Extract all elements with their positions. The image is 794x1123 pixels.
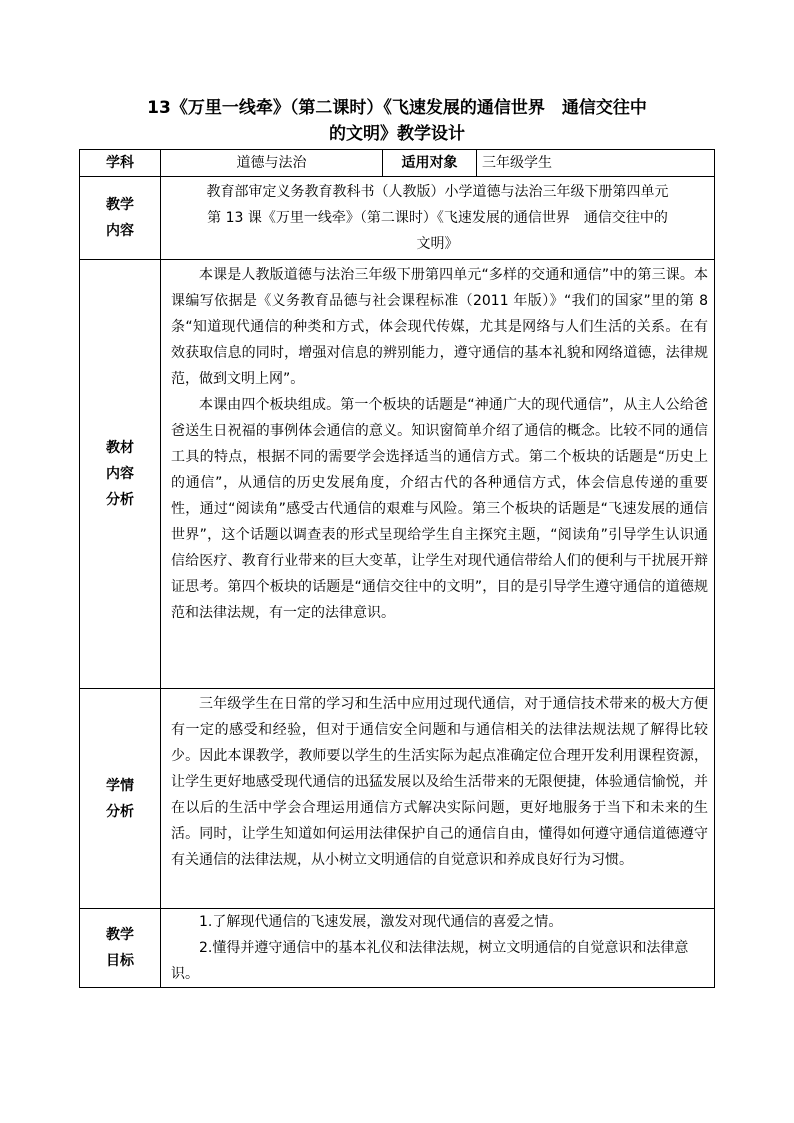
student-analysis-text (161, 689, 715, 909)
title-line-1: 13《万里一线牵》（第二课时）《飞速发展的通信世界 通信交往中 (147, 98, 647, 118)
textbook-analysis-label: 教材 内容 分析 (80, 260, 161, 689)
subject-value: 道德与法治 (161, 150, 383, 177)
textbook-analysis-row (80, 260, 715, 689)
student-analysis-row (80, 689, 715, 909)
teaching-goals-label: 教学 目标 (80, 909, 161, 988)
header-row (80, 150, 715, 177)
teaching-goal-1: 1.了解现代通信的飞速发展，激发对现代通信的喜爱之情。 (199, 914, 563, 930)
student-analysis-label: 学情 分析 (80, 689, 161, 909)
audience-value: 三年级学生 (477, 150, 715, 177)
textbook-analysis-text (161, 260, 715, 689)
audience-label: 适用对象 (383, 150, 477, 177)
textbook-analysis-paragraph-2: 本课由四个板块组成。第一个板块的话题是“神通广大的现代通信”，从主人公给爸爸送生日祝福的事例体会通信的意义。知识窗简单介绍了通信的概念。比较不同的通信工具的特点，根据不同的需要学会选择适当的通信方式。第二个板块的话题是“历史上的通信”，从通信的历史发展角度，介绍古代的各种通信方式，体会信息传递的重要性，通过“阅读角”感受古代通信的艰难与风险。第三个板块的话题是“飞速发展的通信世界”，这个话题以调查表的形式呈现给学生自主探究主题，“阅读角”引导学生认识通信给医疗、教育行业带来的巨大变革，让学生对现代通信带给人们的便利与干扰展开辩证思考。第四个板块的话题是“通信交往中的文明”，目的是引导学生遵守通信的道德规范和法律法规，有一定的法律意识。 (171, 397, 708, 621)
teaching-content-label: 教学 内容 (80, 177, 161, 260)
teaching-goal-2: 2.懂得并遵守通信中的基本礼仪和法律法规，树立文明通信的自觉意识和法律意识。 (171, 940, 689, 982)
lesson-plan-table (79, 149, 715, 988)
teaching-goals-text (161, 909, 715, 988)
title-line-2: 的文明》教学设计 (329, 124, 465, 144)
document-title (100, 95, 694, 147)
teaching-goals-row (80, 909, 715, 988)
teaching-content-row (80, 177, 715, 260)
student-analysis-paragraph-1: 三年级学生在日常的学习和生活中应用过现代通信，对于通信技术带来的极大方便有一定的感受和经验，但对于通信安全问题和与通信相关的法律法规法规了解得比较少。因此本课教学，教师要以学生的生活实际为起点准确定位合理开发利用课程资源，让学生更好地感受现代通信的迅猛发展以及给生活带来的无限便捷，体验通信愉悦，并在以后的生活中学会合理运用通信方式解决实际问题，更好地服务于当下和未来的生活。同时，让学生知道如何运用法律保护自己的通信自由，懂得如何遵守通信道德遵守有关通信的法律法规，从小树立文明通信的自觉意识和养成良好行为习惯。 (171, 696, 708, 868)
textbook-analysis-paragraph-1: 本课是人教版道德与法治三年级下册第四单元“多样的交通和通信”中的第三课。本课编写依据是《义务教育品德与社会课程标准（2011 年版）》“我们的国家”里的第 8 条“知道现代通信的种类和方式，体会现代传媒，尤其是网络与人们生活的关系。在有效获取信息的同时，增强对信息的辨别能力，遵守通信的基本礼貌和网络道德，法律规范，做到文明上网”。 (171, 267, 708, 387)
teaching-content-text: 教育部审定义务教育教科书（人教版）小学道德与法治三年级下册第四单元 第 13 课《万里一线牵》（第二课时）《飞速发展的通信世界 通信交往中的 文明》 (161, 177, 715, 260)
subject-label: 学科 (80, 150, 161, 177)
